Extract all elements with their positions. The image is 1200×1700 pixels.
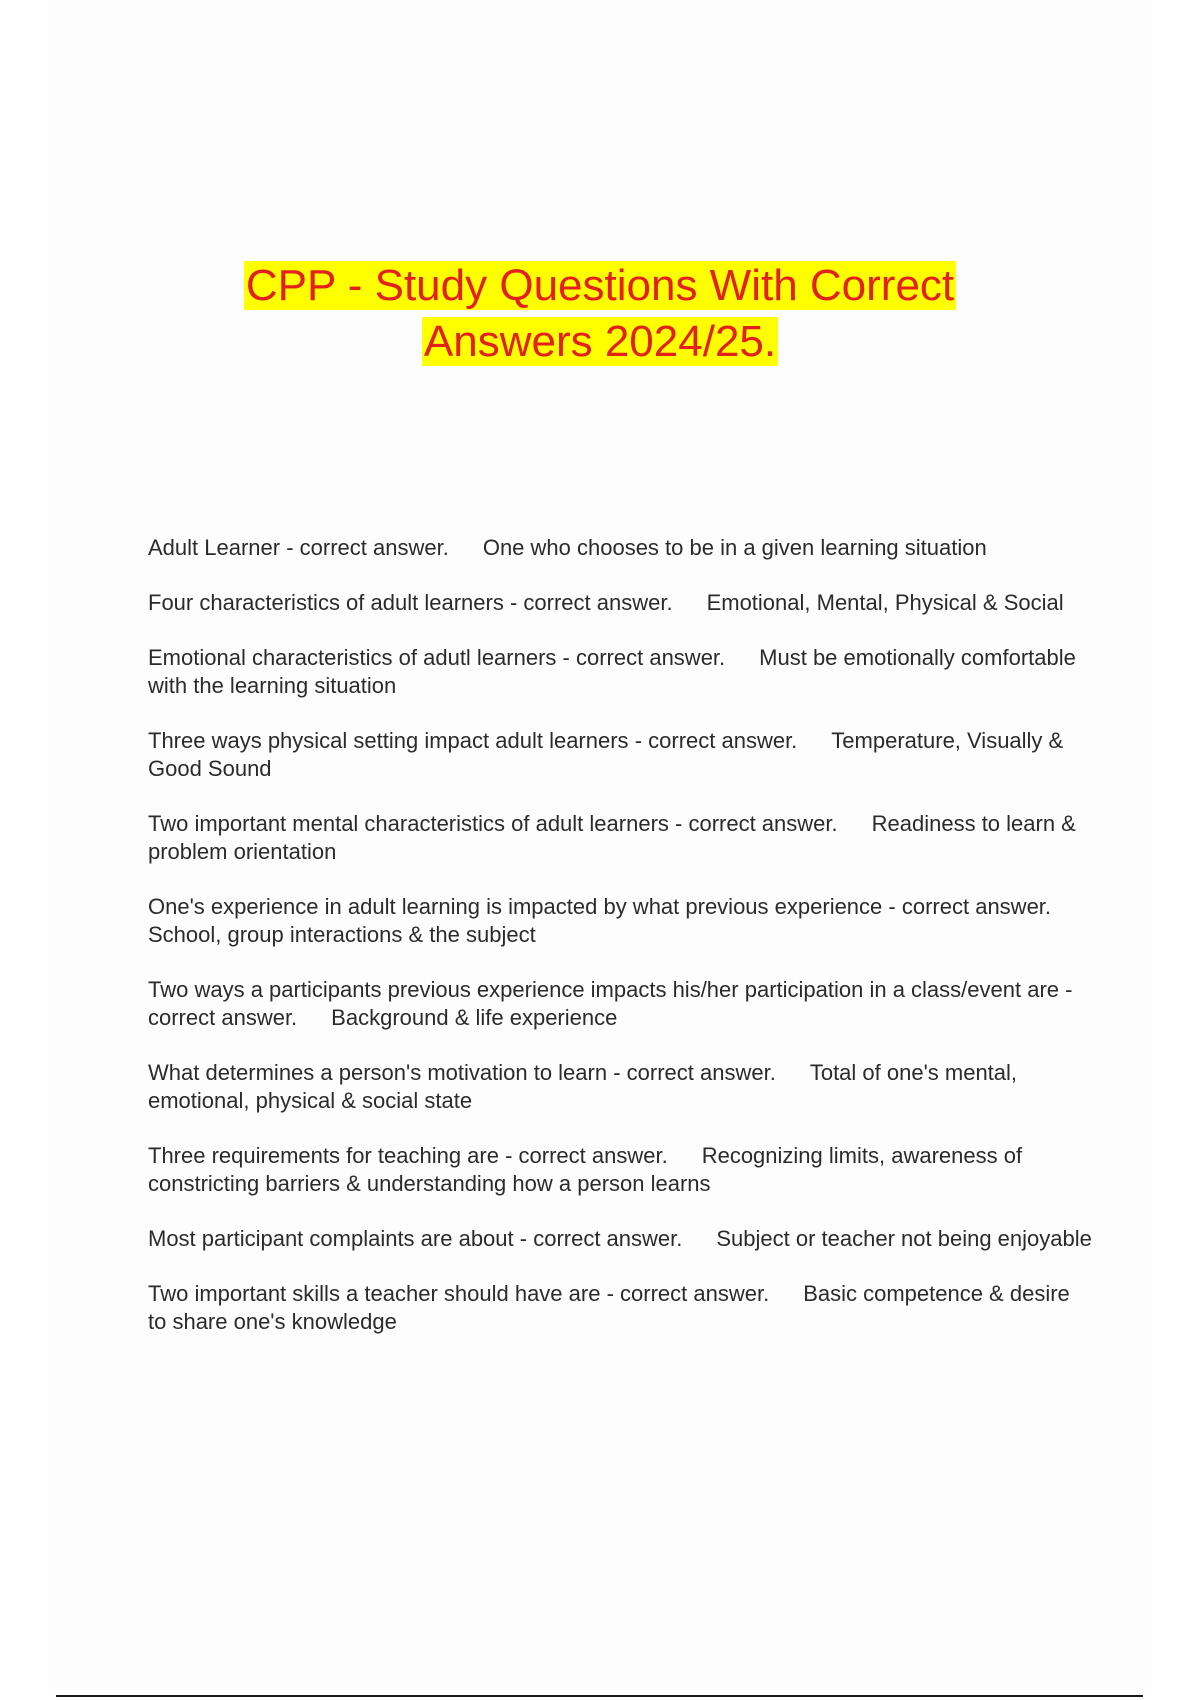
- answer-marker: - correct answer.: [606, 1281, 770, 1306]
- answer-marker: - correct answer.: [286, 535, 449, 560]
- question: Most participant complaints are about: [148, 1226, 514, 1251]
- question: Two ways a participants previous experience impacts his/her participation in a class/event are: [148, 977, 1060, 1002]
- question: Four characteristics of adult learners: [148, 590, 504, 615]
- answer: Background & life experience: [331, 1005, 618, 1030]
- qa-item: [148, 976, 1094, 1032]
- answer-marker: - correct answer.: [148, 977, 1073, 1030]
- qa-item: [148, 893, 1094, 949]
- answer-marker: - correct answer.: [634, 728, 798, 753]
- qa-item: [148, 534, 1094, 562]
- question: What determines a person's motivation to learn: [148, 1060, 608, 1085]
- answer: Total of one's mental, emotional, physical & social state: [148, 1060, 1018, 1113]
- answer: School, group interactions & the subject: [148, 922, 536, 947]
- qa-item: [148, 727, 1094, 783]
- answer: Temperature, Visually & Good Sound: [148, 728, 1064, 781]
- question: Two important mental characteristics of adult learners: [148, 811, 669, 836]
- answer-marker: - correct answer.: [509, 590, 673, 615]
- qa-item: [148, 644, 1094, 700]
- question: Emotional characteristics of adutl learners: [148, 645, 557, 670]
- answer-marker: - correct answer.: [562, 645, 726, 670]
- qa-item: [148, 1280, 1094, 1336]
- document-title: [0, 258, 1200, 370]
- qa-item: [148, 589, 1094, 617]
- title-line-2: Answers 2024/25.: [423, 317, 777, 366]
- question: Three ways physical setting impact adult learners: [148, 728, 629, 753]
- answer: Readiness to learn & problem orientation: [148, 811, 1076, 864]
- footer-rule: [56, 1695, 1143, 1697]
- question: Adult Learner: [148, 535, 281, 560]
- title-line-1: CPP - Study Questions With Correct: [245, 261, 955, 310]
- qa-item: [148, 810, 1094, 866]
- answer-marker: - correct answer.: [613, 1060, 776, 1085]
- answer-marker: - correct answer.: [675, 811, 838, 836]
- qa-item: [148, 1142, 1094, 1198]
- qa-item: [148, 1059, 1094, 1115]
- qa-list: [148, 534, 1094, 1363]
- answer: Subject or teacher not being enjoyable: [716, 1226, 1092, 1251]
- answer: Must be emotionally comfortable with the learning situation: [148, 645, 1076, 698]
- answer-marker: - correct answer.: [519, 1226, 683, 1251]
- question: Two important skills a teacher should have are: [148, 1281, 601, 1306]
- answer-marker: - correct answer.: [888, 894, 1052, 919]
- question: Three requirements for teaching are: [148, 1143, 499, 1168]
- qa-item: [148, 1225, 1094, 1253]
- answer: Recognizing limits, awareness of constricting barriers & understanding how a person learns: [148, 1143, 1023, 1196]
- answer-marker: - correct answer.: [505, 1143, 668, 1168]
- question: One's experience in adult learning is impacted by what previous experience: [148, 894, 883, 919]
- answer: One who chooses to be in a given learning situation: [482, 535, 987, 560]
- answer: Basic competence & desire to share one's knowledge: [148, 1281, 1070, 1334]
- answer: Emotional, Mental, Physical & Social: [706, 590, 1064, 615]
